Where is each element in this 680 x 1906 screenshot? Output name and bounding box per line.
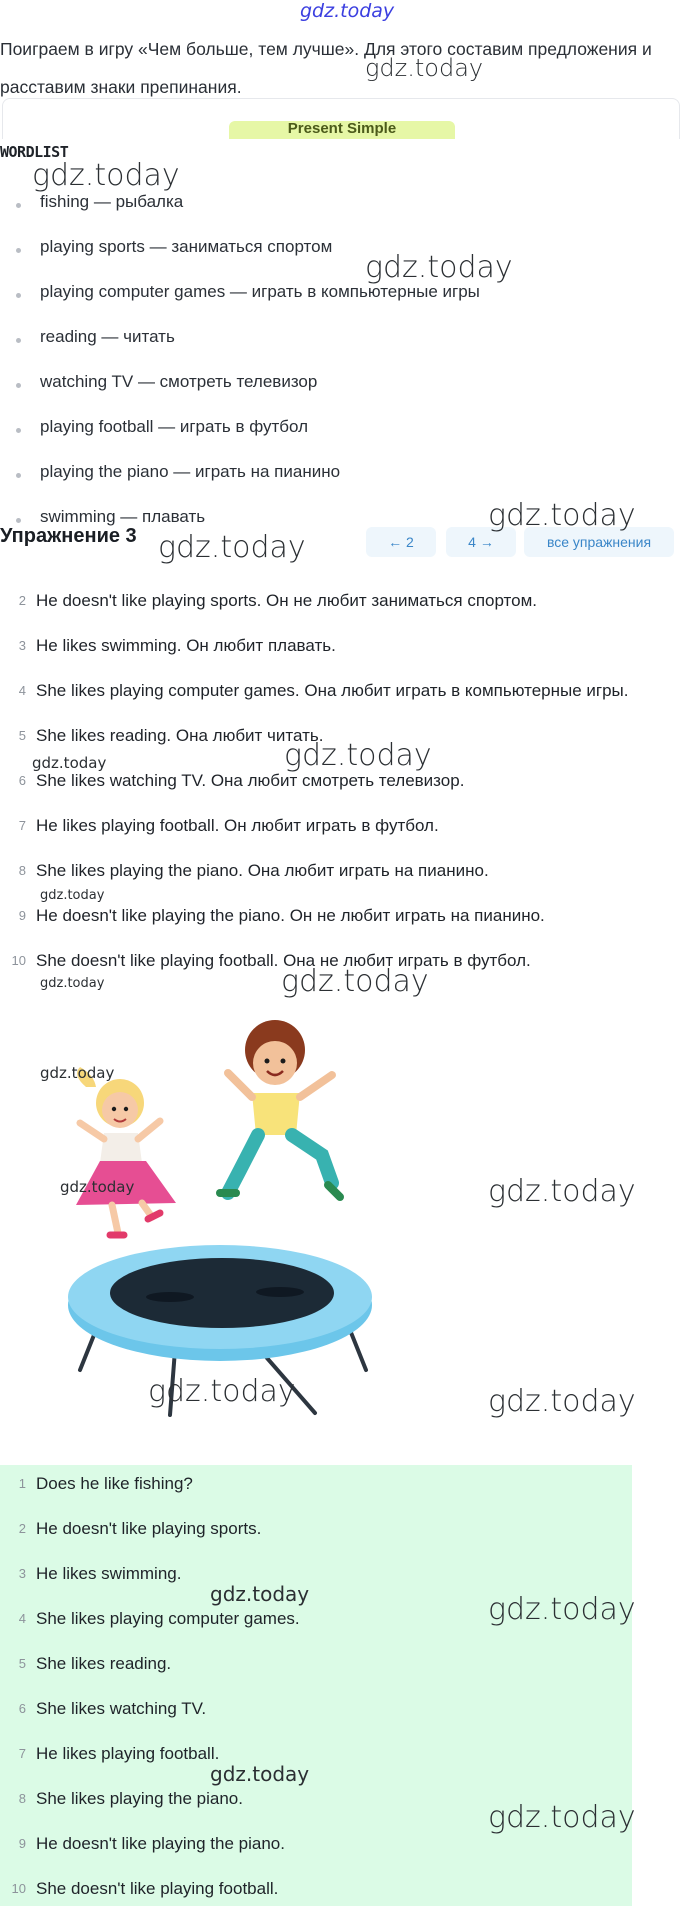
next-exercise-button[interactable]: 4 →	[446, 527, 516, 557]
bullet-icon	[16, 428, 21, 433]
row-number: 1	[18, 1476, 26, 1491]
watermark: gdz.today	[40, 888, 105, 903]
watermark: gdz.today	[365, 250, 513, 285]
row-number: 2	[18, 1521, 26, 1536]
answer-row	[0, 1465, 680, 1510]
row-text: She doesn't like playing football. Она не любит играть в футбол.	[36, 951, 531, 970]
boy-figure	[220, 1020, 340, 1197]
row-text: He doesn't like playing sports. Он не любит заниматься спортом.	[36, 591, 538, 610]
bullet-icon	[16, 473, 21, 478]
row-text: He likes playing football. Он любит играть в футбол.	[36, 816, 439, 835]
watermark: gdz.today	[284, 738, 432, 773]
watermark: gdz.today	[32, 158, 180, 193]
row-number: 5	[18, 728, 26, 743]
answer-row	[0, 1645, 680, 1690]
watermark: gdz.today	[210, 1762, 310, 1786]
answer-row	[0, 1870, 680, 1906]
translation-row	[0, 807, 680, 852]
row-text: He likes playing football.	[36, 1744, 220, 1763]
answer-row	[0, 1510, 680, 1555]
row-number: 7	[18, 818, 26, 833]
answer-row	[0, 1735, 680, 1780]
watermark: gdz.today	[210, 1582, 310, 1606]
bullet-icon	[16, 518, 21, 523]
watermark: gdz.today	[488, 1384, 636, 1419]
row-number: 4	[18, 683, 26, 698]
row-number: 6	[18, 773, 26, 788]
translation-row	[0, 672, 680, 717]
wordlist-item-text: swimming — плавать	[40, 507, 206, 526]
watermark: gdz.today	[148, 1374, 296, 1409]
translation-row	[0, 897, 680, 942]
row-text: She likes watching TV.	[36, 1699, 207, 1718]
row-number: 2	[18, 593, 26, 608]
wordlist-item-text: playing computer games — играть в компьютерные игры	[40, 282, 480, 301]
row-text: He doesn't like playing sports.	[36, 1519, 262, 1538]
watermark: gdz.today	[40, 1064, 115, 1082]
row-text: She likes playing the piano.	[36, 1789, 243, 1808]
translation-row	[0, 627, 680, 672]
prev-exercise-button[interactable]: ← 2	[366, 527, 436, 557]
row-text: She likes playing computer games.	[36, 1609, 300, 1628]
watermark: gdz.today	[488, 498, 636, 533]
watermark: gdz.today	[281, 964, 429, 999]
row-text: She doesn't like playing football.	[36, 1879, 279, 1898]
wordlist-item-text: watching TV — смотреть телевизор	[40, 372, 318, 391]
row-text: She likes watching TV. Она любит смотреть телевизор.	[36, 771, 465, 790]
row-number: 3	[18, 638, 26, 653]
wordlist-item-text: fishing — рыбалка	[40, 192, 184, 211]
wordlist-item-text: playing football — играть в футбол	[40, 417, 309, 436]
row-number: 3	[18, 1566, 26, 1581]
wordlist-item-text: playing sports — заниматься спортом	[40, 237, 333, 256]
bullet-icon	[16, 203, 21, 208]
watermark: gdz.today	[32, 754, 107, 772]
row-text: He likes swimming.	[36, 1564, 182, 1583]
row-number: 7	[18, 1746, 26, 1761]
all-exercises-button[interactable]: все упражнения	[524, 527, 674, 557]
watermark: gdz.today	[365, 54, 484, 82]
row-text: Does he like fishing?	[36, 1474, 193, 1493]
row-text: He doesn't like playing the piano. Он не любит играть на пианино.	[36, 906, 545, 925]
watermark: gdz.today	[40, 976, 105, 991]
row-number: 4	[18, 1611, 26, 1626]
answer-row	[0, 1690, 680, 1735]
bullet-icon	[16, 248, 21, 253]
grammar-card	[2, 98, 680, 139]
exercise-title: Упражнение 3	[0, 525, 137, 547]
translation-row	[0, 582, 680, 627]
row-number: 10	[11, 1881, 26, 1896]
row-text: She likes reading.	[36, 1654, 172, 1673]
row-number: 6	[18, 1701, 26, 1716]
bullet-icon	[16, 338, 21, 343]
row-text: She likes playing the piano. Она любит играть на пианино.	[36, 861, 489, 880]
intro-text: Поиграем в игру «Чем больше, тем лучше». Для этого составим предложения и расставим знаки препинания.	[0, 39, 652, 97]
grammar-badge[interactable]: Present Simple	[229, 121, 455, 139]
wordlist-title: WORDLIST	[0, 143, 69, 161]
watermark: gdz.today	[158, 530, 306, 565]
watermark: gdz.today	[60, 1178, 135, 1196]
bullet-icon	[16, 293, 21, 298]
row-text: She likes reading. Она любит читать.	[36, 726, 324, 745]
row-number: 5	[18, 1656, 26, 1671]
wordlist-item-text: playing the piano — играть на пианино	[40, 462, 341, 481]
watermark: gdz.today	[488, 1174, 636, 1209]
row-number: 8	[18, 863, 26, 878]
site-logo[interactable]: gdz.today	[300, 0, 395, 22]
row-number: 8	[18, 1791, 26, 1806]
wordlist-item-text: reading — читать	[40, 327, 175, 346]
row-text: He doesn't like playing the piano.	[36, 1834, 285, 1853]
row-number: 10	[11, 953, 26, 968]
row-text: She likes playing computer games. Она любит играть в компьютерные игры.	[36, 681, 629, 700]
watermark: gdz.today	[488, 1800, 636, 1835]
row-text: He likes swimming. Он любит плавать.	[36, 636, 336, 655]
row-number: 9	[18, 1836, 26, 1851]
bullet-icon	[16, 383, 21, 388]
watermark: gdz.today	[488, 1592, 636, 1627]
girl-figure	[76, 1067, 176, 1235]
row-number: 9	[18, 908, 26, 923]
